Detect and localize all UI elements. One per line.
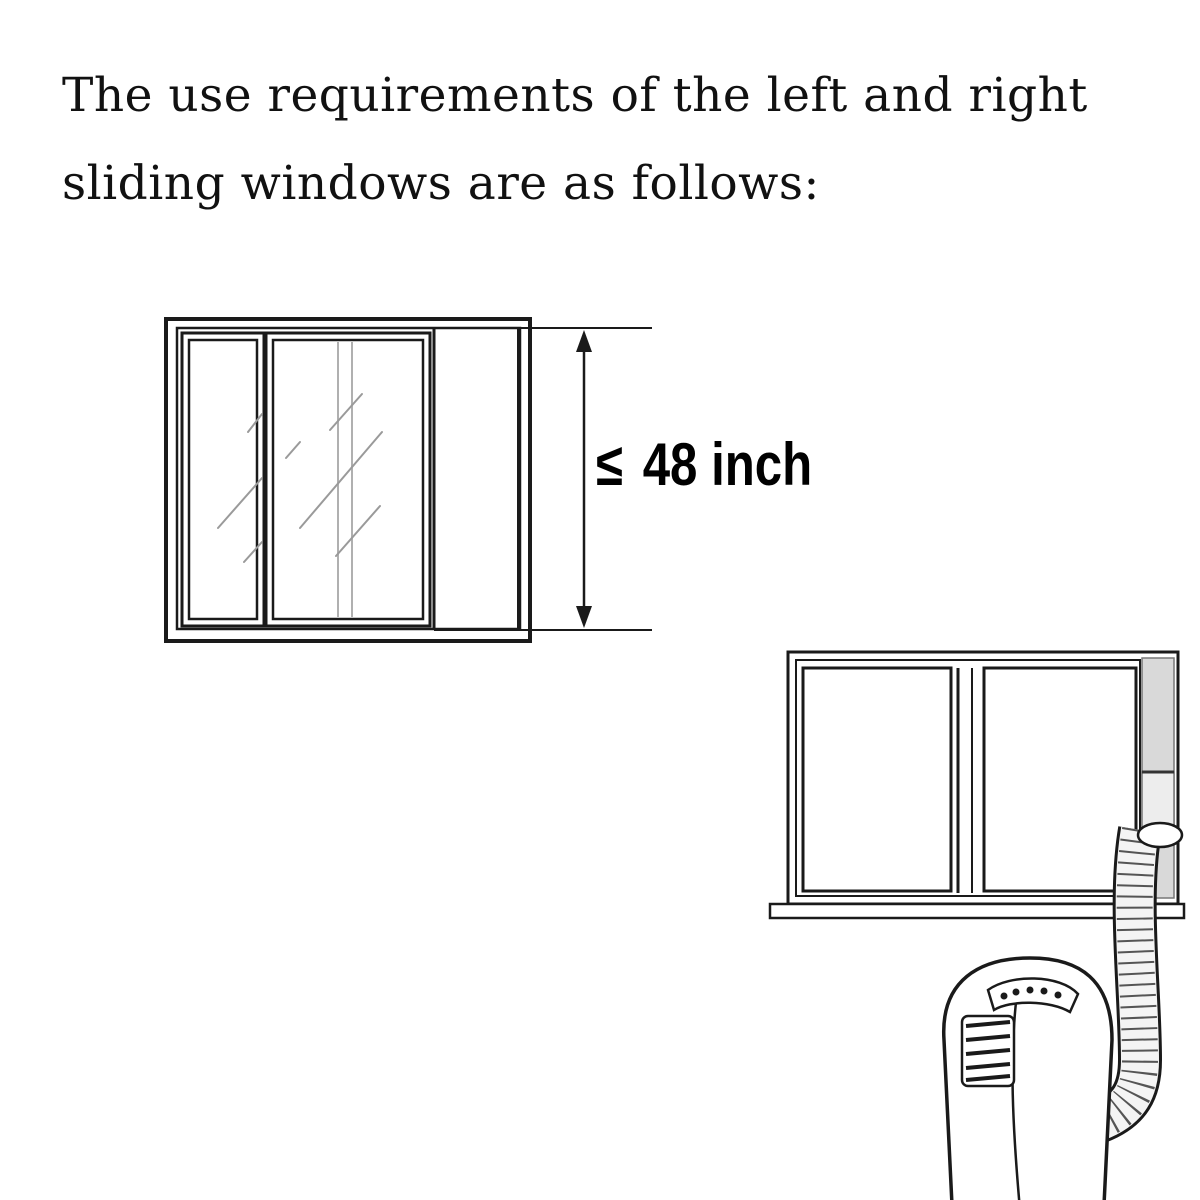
glass-reflection-streaks [218,394,382,562]
heading-line-1: The use requirements of the left and right [62,68,1088,123]
ac-window-inner-frame [796,660,1140,896]
sliding-window-diagram [166,319,530,641]
max-height-value: 48 inch [642,431,813,498]
middle-sash-inner [273,340,423,619]
portable-air-conditioner [944,958,1112,1200]
window-outer-frame [166,319,530,641]
max-height-label [596,430,812,500]
left-sash-outer [182,333,264,626]
heading-line-2: sliding windows are as follows: [62,156,820,211]
dimension-arrow-up-head [576,330,592,352]
dimension-arrow-down-head [576,606,592,628]
less-than-or-equal-symbol: ≤ [596,431,624,498]
window-inner-frame [177,328,520,629]
left-sash-inner [189,340,257,619]
ac-window-left-pane [803,668,951,891]
hose-window-connector [1138,823,1182,847]
middle-sash-outer [266,333,430,626]
ac-window-right-pane [984,668,1136,891]
